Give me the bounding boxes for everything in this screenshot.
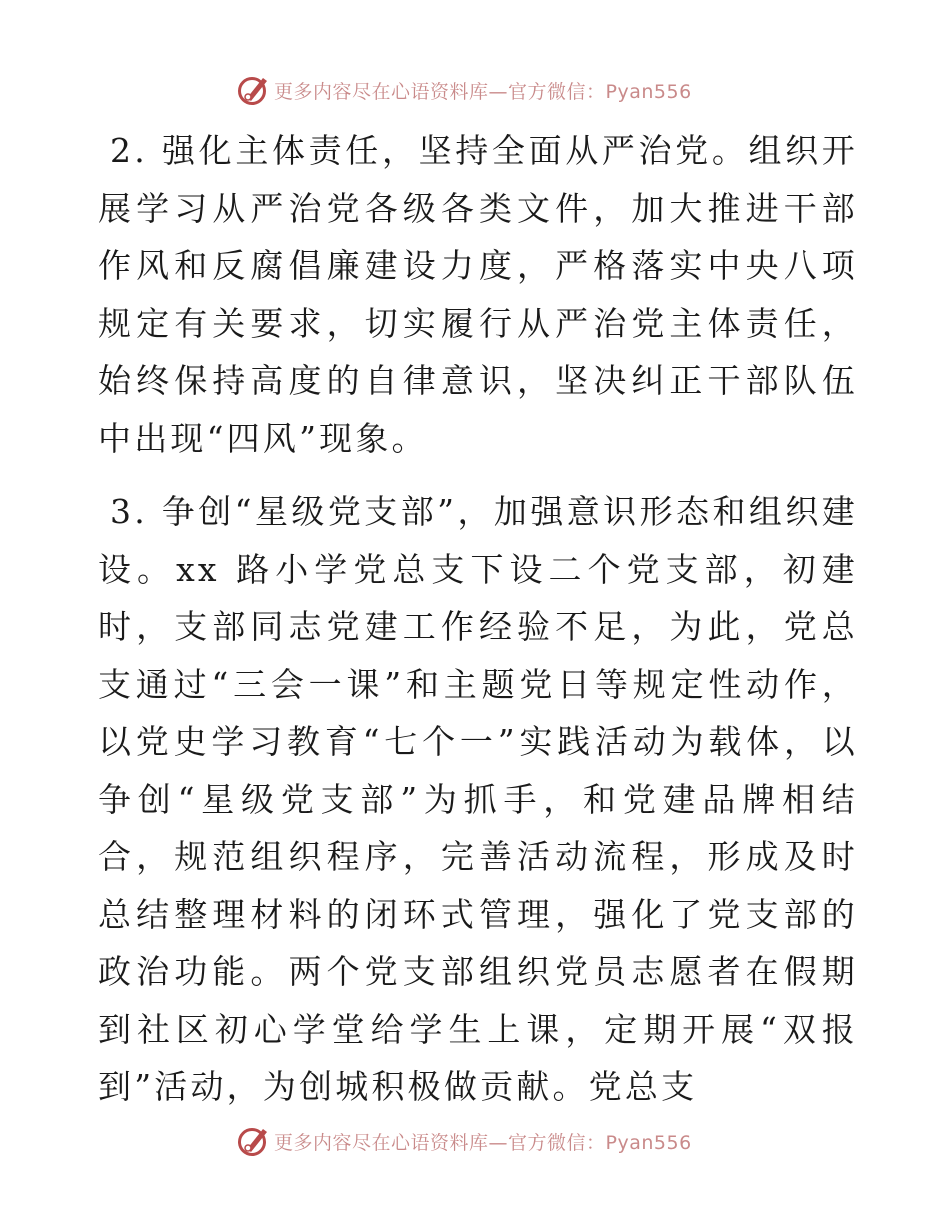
paragraph-2: 2. 强化主体责任，坚持全面从严治党。组织开展学习从严治党各级各类文件，加大推进干部作风和反腐倡廉建设力度，严格落实中央八项规定有关要求，切实履行从严治党主体责任，始终保持高度的自律意识，坚决纠正干部队伍中出现“四风”现象。 [98, 131, 858, 458]
paragraph-3: 3. 争创“星级党支部”，加强意识形态和组织建设。xx 路小学党总支下设二个党支部，初建时，支部同志党建工作经验不足，为此，党总支通过“三会一课”和主题党日等规定性动作，以党史学习教育“七个一”实践活动为载体，以争创“星级党支部”为抓手，和党建品牌相结合，规范组织程序，完善活动流程，形成及时总结整理材料的闭环式管理，强化了党支部的政治功能。两个党支部组织党员志愿者在假期到社区初心学堂给学生上课，定期开展“双报到”活动，为创城积极做贡献。党总支 [98, 492, 858, 1106]
watermark-text: 更多内容尽在心语资料库—官方微信：Pyan556 [274, 80, 692, 103]
document-body [98, 122, 858, 1116]
pen-logo-icon [236, 73, 270, 107]
watermark-text: 更多内容尽在心语资料库—官方微信：Pyan556 [274, 1131, 692, 1154]
pen-logo-icon [236, 1124, 270, 1158]
header-watermark [236, 72, 692, 108]
footer-watermark [236, 1123, 692, 1159]
